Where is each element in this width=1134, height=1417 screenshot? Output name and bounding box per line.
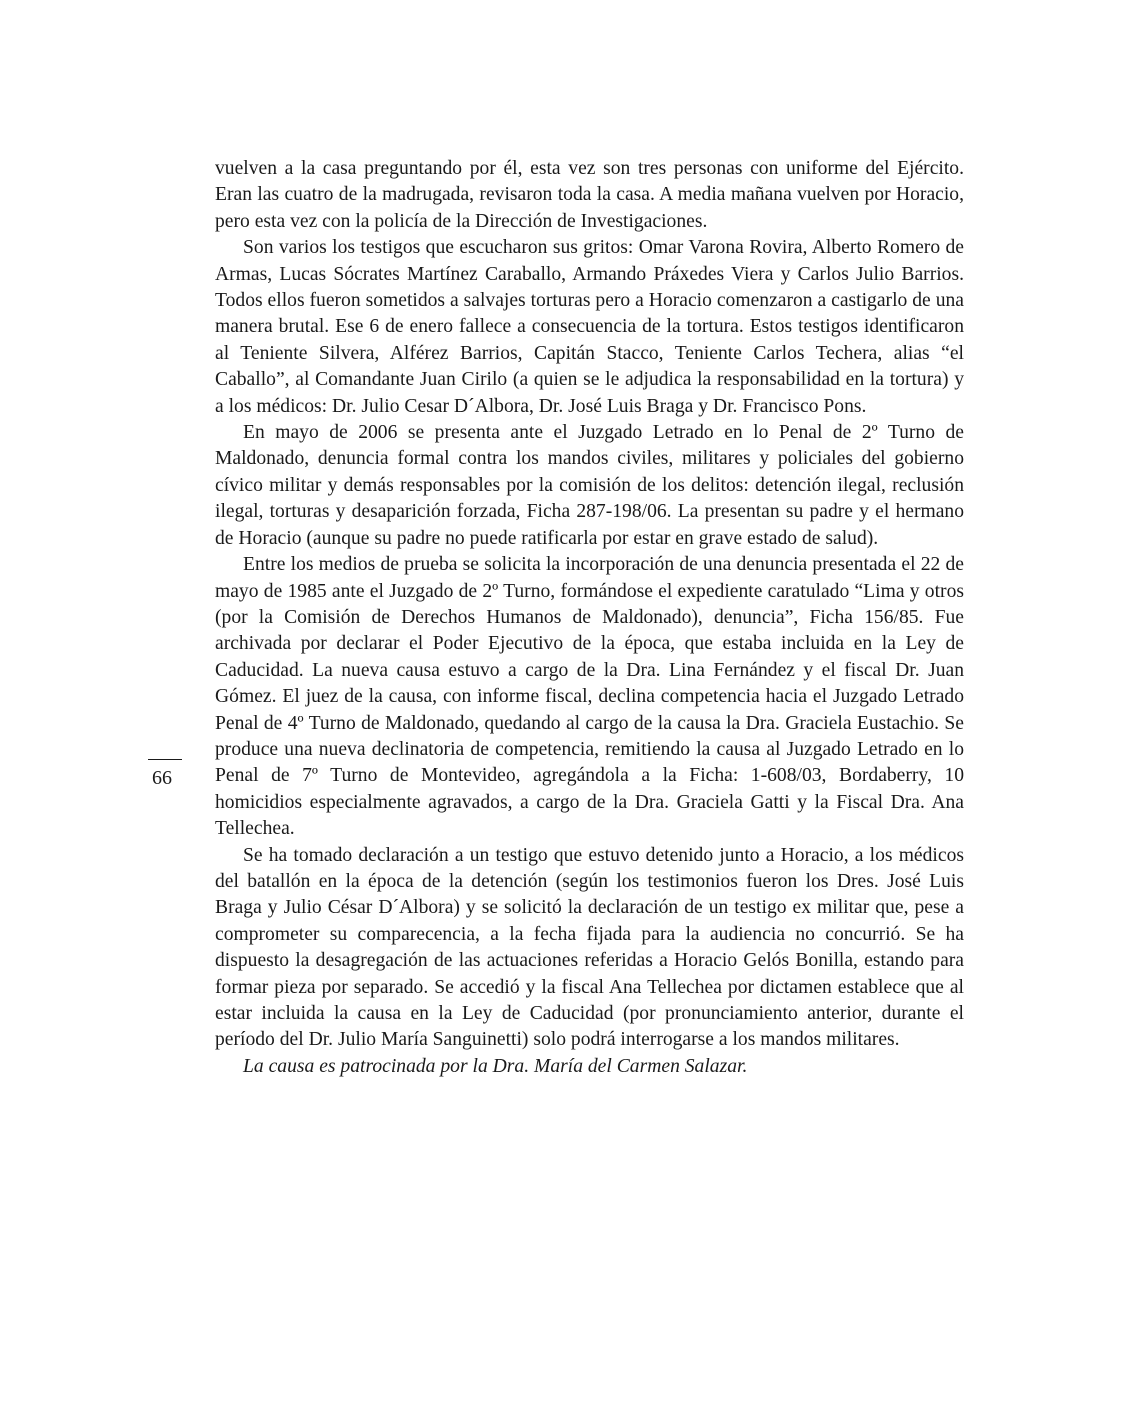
paragraph-evidence: Entre los medios de prueba se solicita la incorporación de una denuncia presentada el 22 de mayo de 1985 ante el Juzgado de 2º Turno, formándose el expediente caratulado “Lima y otros (por la Comisión de Derechos Humanos de Maldonado), denuncia”, Ficha 156/85. Fue archivada por declarar el Poder Ejecutivo de la época, que estaba incluida en la Ley de Caducidad. La nueva causa estuvo a cargo de la Dra. Lina Fernández y el fiscal Dr. Juan Gómez. El juez de la causa, con informe fiscal, declina competencia hacia el Juzgado Letrado Penal de 4º Turno de Maldonado, quedando al cargo de la causa la Dra. Graciela Eustachio. Se produce una nueva declinatoria de competencia, remitiendo la causa al Juzgado Letrado en lo Penal de 7º Turno de Montevideo, agregándola a la Ficha: 1-608/03, Bordaberry, 10 homicidios especialmente agravados, a cargo de la Dra. Graciela Gatti y la Fiscal Dra. Ana Tellechea. [215,554,964,840]
paragraph-sponsor: La causa es patrocinada por la Dra. María del Carmen Salazar. [243,1055,748,1077]
paragraph-witnesses: Son varios los testigos que escucharon sus gritos: Omar Varona Rovira, Alberto Romero de Armas, Lucas Sócrates Martínez Caraballo, Armando Práxedes Viera y Carlos Julio Barrios. Todos ellos fueron sometidos a salvajes torturas pero a Horacio comenzaron a castigarlo de una manera brutal. Ese 6 de enero fallece a consecuencia de la tortura. Estos testigos identificaron al Teniente Silvera, Alférez Barrios, Capitán Stacco, Teniente Carlos Techera, alias “el Caballo”, al Comandante Juan Cirilo (a quien se le adjudica la responsabilidad en la tortura) y a los médicos: Dr. Julio Cesar D´Albora, Dr. José Luis Braga y Dr. Francisco Pons. [215,237,964,417]
page-number: 66 [152,767,172,789]
body-text [215,156,964,1080]
paragraph-declarations: Se ha tomado declaración a un testigo que estuvo detenido junto a Horacio, a los médicos del batallón en la época de la detención (según los testimonios fueron los Dres. José Luis Braga y Julio César D´Albora) y se solicitó la declaración de un testigo ex militar que, pese a comprometer su comparecencia, a la fecha fijada para la audiencia no concurrió. Se ha dispuesto la desagregación de las actuaciones referidas a Horacio Gelós Bonilla, estando para formar pieza por separado. Se accedió y la fiscal Ana Tellechea por dictamen establece que al estar incluida la causa en la Ley de Caducidad (por pronunciamiento anterior, durante el período del Dr. Julio María Sanguinetti) solo podrá interrogarse a los mandos militares. [215,844,964,1051]
page-number-rule [148,759,182,760]
paragraph-complaint-2006: En mayo de 2006 se presenta ante el Juzgado Letrado en lo Penal de 2º Turno de Maldonado, denuncia formal contra los mandos civiles, militares y policiales del gobierno cívico militar y demás responsables por la comisión de los delitos: detención ilegal, reclusión ilegal, torturas y desaparición forzada, Ficha 287-198/06. La presentan su padre y el hermano de Horacio (aunque su padre no puede ratificarla por estar en grave estado de salud). [215,422,964,549]
paragraph-continuation: vuelven a la casa preguntando por él, esta vez son tres personas con uniforme del Ejército. Eran las cuatro de la madrugada, revisaron toda la casa. A media mañana vuelven por Horacio, pero esta vez con la policía de la Dirección de Investigaciones. [215,158,964,232]
